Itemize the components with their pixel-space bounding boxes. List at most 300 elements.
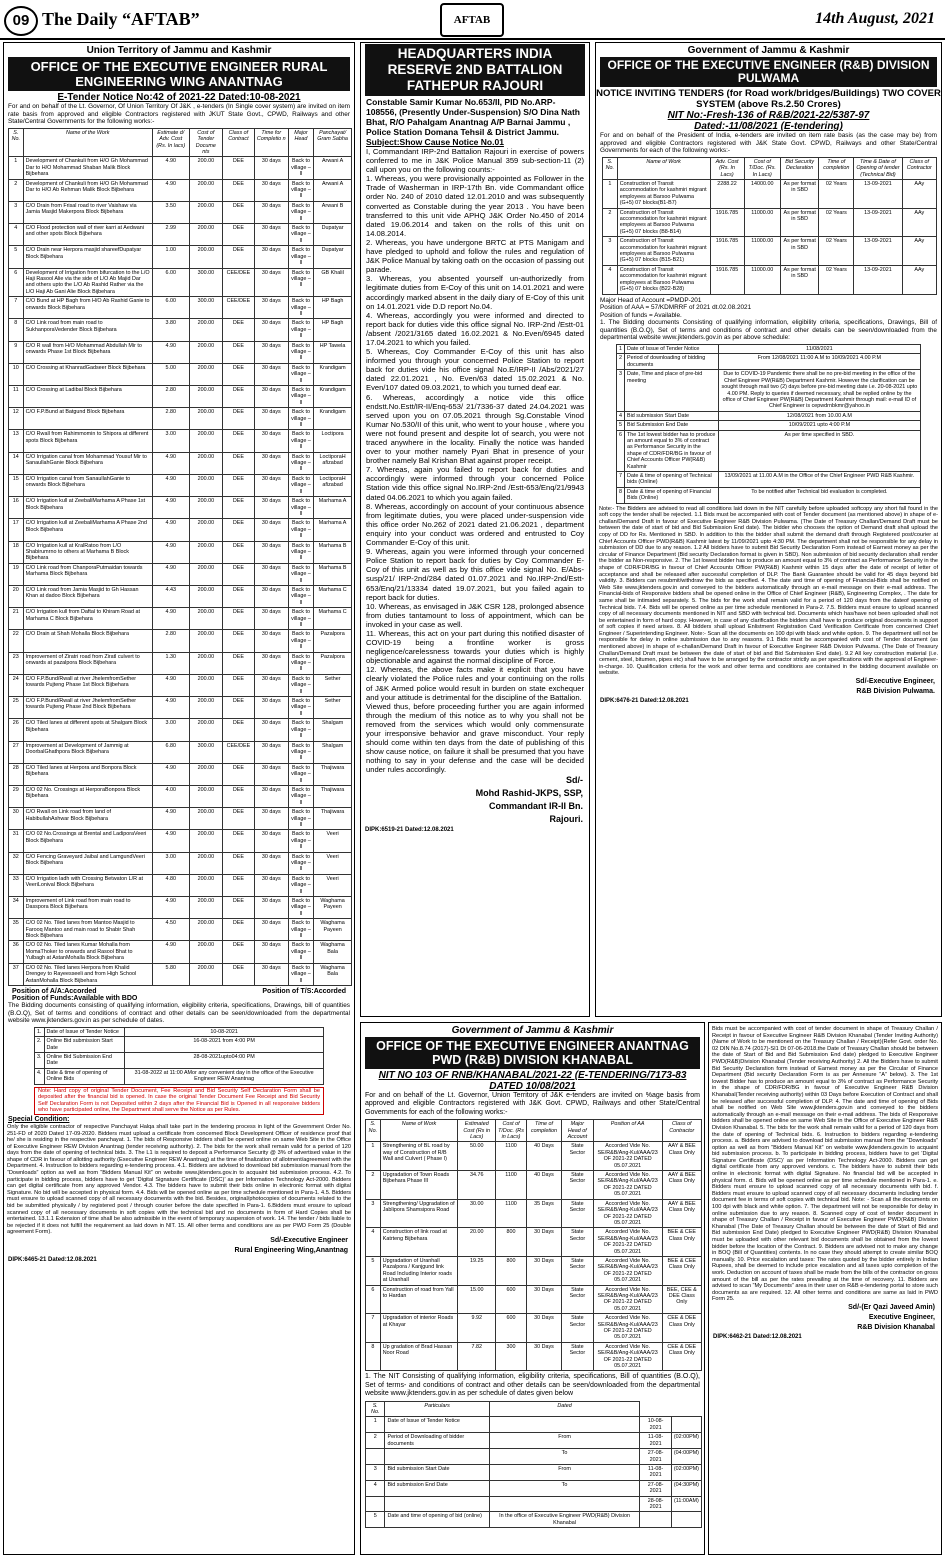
table-cell: 1100 xyxy=(496,1171,527,1200)
table-cell: Sether xyxy=(314,674,352,696)
table-cell: State Sector xyxy=(562,1285,594,1314)
table-cell: Accorded Vide No. SE/R&B/Ang-Kul/AAA/23 OF 2021-22 DATED 05.07.2021 xyxy=(593,1314,662,1343)
table-cell: 1.30 xyxy=(152,652,189,674)
table-cell: Arwani B xyxy=(314,201,352,223)
table-row xyxy=(9,430,352,452)
table-cell: C/O Crossing at KhanradGadseer Block Bijbehara xyxy=(23,363,152,385)
table-cell: Improvement of Link road from main road to Dasspora Block Bijbehara xyxy=(23,897,152,919)
table-cell: Marhama A xyxy=(314,519,352,541)
table-cell: 30 Days xyxy=(526,1285,561,1314)
signature: Sd/-(Er Qazi Javeed Amin) xyxy=(848,1303,935,1311)
table-cell: 2 xyxy=(366,1433,385,1449)
table-cell: 4.90 xyxy=(152,808,189,830)
table-cell: 1. xyxy=(35,1027,45,1036)
table-cell: 4.90 xyxy=(152,897,189,919)
table-cell: DEE xyxy=(222,474,254,496)
table-cell: 30 days xyxy=(254,808,288,830)
signature: Sd/-Executive Engineer, xyxy=(855,678,935,686)
table-cell: 30 days xyxy=(254,408,288,430)
page-number: 09 xyxy=(4,6,38,36)
table-cell: 30 days xyxy=(254,830,288,852)
notice-paragraph: 8. Whereas, accordingly on account of your continuous absence from legitimate duties, you were placed under-suspension vide this office order No.262 of 2021 dated 21.06.2021 , department enquiry into your conduct was ordered and entrusted to Coy Commander E-Coy of this unit. xyxy=(366,501,584,548)
irp-rajouri-notice xyxy=(360,42,590,1017)
table-cell: BEE, CEE & DEE Class Only xyxy=(662,1285,701,1314)
table-cell: 3 xyxy=(9,201,24,223)
table-row xyxy=(9,941,352,963)
issue-date: 14th August, 2021 xyxy=(815,10,935,27)
table-cell: 1 xyxy=(366,1142,381,1171)
table-cell: 8 xyxy=(9,319,24,341)
table-cell: 30 days xyxy=(254,474,288,496)
table-cell: Thajiwara xyxy=(314,808,352,830)
table-cell: C/O Irrigation kull at ZeebaliMarhama A Phase 1st Block Bijbehara xyxy=(23,497,152,519)
table-cell: DEE xyxy=(222,785,254,807)
table-cell: CEE/DEE xyxy=(222,741,254,763)
table-cell: 7 xyxy=(366,1314,381,1343)
table-cell: AAY & BEE Class Only xyxy=(662,1199,701,1228)
table-cell: 23 xyxy=(9,652,24,674)
table-cell: 30 days xyxy=(254,224,288,246)
notice-paragraph: 7. Whereas, again you failed to report back for duties and accordingly were informed through your concerned Police Station vide this office signal No.IRP-2nd /Estt-653/Enq/21/9943 dated 04.06.2021 to which you again failed. xyxy=(366,465,584,502)
table-cell: 9.92 xyxy=(458,1314,496,1343)
table-cell: 30 days xyxy=(254,157,288,179)
table-cell: 1 xyxy=(9,157,24,179)
table-cell: As per format in SBD xyxy=(780,208,818,237)
table-cell: Accorded Vide No. SE/R&B/Ang-Kul/AAA/23 OF 2021-22 DATED 05.07.2021 xyxy=(593,1256,662,1285)
notice-paragraphs xyxy=(361,147,589,774)
table-cell: 11000.00 xyxy=(744,265,780,294)
table-cell: 3.50 xyxy=(152,201,189,223)
table-cell: 4.90 xyxy=(152,941,189,963)
table-cell: 7.82 xyxy=(458,1342,496,1371)
table-cell: Back to village – II xyxy=(288,157,313,179)
table-cell: C/O Tiled lanes at Herpora and Bonpora Block Bijbehara xyxy=(23,763,152,785)
table-cell: 4.50 xyxy=(152,919,189,941)
table-cell: 30 days xyxy=(254,386,288,408)
table-cell: Back to village – II xyxy=(288,963,313,985)
table-cell: Back to village – II xyxy=(288,652,313,674)
table-cell: Back to village – II xyxy=(288,608,313,630)
table-cell: State Sector xyxy=(562,1142,594,1171)
table-row xyxy=(9,541,352,563)
column-header: Time & Date of Opening of tender (Technical Bid) xyxy=(854,157,902,179)
schedule-row xyxy=(366,1417,702,1433)
table-cell: 30 days xyxy=(254,608,288,630)
table-cell: 200.00 xyxy=(189,386,222,408)
table-cell: 2.99 xyxy=(152,224,189,246)
table-cell: From 12/08/2021 11:00 A.M to 10/09/2021 4.00 P.M xyxy=(718,354,920,370)
table-cell: Back to village – II xyxy=(288,201,313,223)
table-cell: C/O Irrigation kull at ZeebaliMarhama A Phase 2nd Block Bijbehara xyxy=(23,519,152,541)
table-cell: 36 xyxy=(9,941,24,963)
table-cell: 2.80 xyxy=(152,386,189,408)
table-cell: C/O Irrigation kull from Daftal to Khiram Road at Marhama C Block Bijbehara xyxy=(23,608,152,630)
column-header: Estimate d/ Adv. Cost (Rs. In lacs) xyxy=(152,128,189,157)
table-cell: 6.80 xyxy=(152,741,189,763)
schedule-row xyxy=(617,370,921,411)
table-cell: DEE xyxy=(222,763,254,785)
table-row xyxy=(9,785,352,807)
table-cell: Marhama A xyxy=(314,497,352,519)
table-cell: DEE xyxy=(222,897,254,919)
table-row xyxy=(9,268,352,297)
table-cell: 4.90 xyxy=(152,563,189,585)
table-cell: DEE xyxy=(222,852,254,874)
table-cell: 37 xyxy=(9,963,24,985)
table-cell: Upgradation of interior Roads at Khayar xyxy=(380,1314,458,1343)
schedule-row xyxy=(617,345,921,354)
table-cell: HP Tawela xyxy=(314,341,352,363)
table-cell: Back to village – II xyxy=(288,297,313,319)
funds: Position of Funds:Available with BDO xyxy=(12,994,138,1002)
head-of-account: Major Head of Account =PMDP-201 xyxy=(600,296,702,304)
table-cell: 4.90 xyxy=(152,519,189,541)
table-cell: 13-09-2021 xyxy=(854,180,902,209)
table-cell: BEE & CEE Class Only xyxy=(662,1228,701,1257)
notice-number: E-Tender Notice No:42 of 2021-22 Dated:10-08-2021 xyxy=(57,92,301,103)
table-cell: Waghama Bala xyxy=(314,963,352,985)
signature-office: R&B Division Khanabal xyxy=(857,1323,935,1331)
column-header: Estimated Cost (Rs in Lacs) xyxy=(458,1120,496,1142)
table-cell: C/O Irrigation canal from Mohammad Yousuf Mir to SanaullahGanie Block Bijbehara xyxy=(23,452,152,474)
table-cell: Construction of Transit accommodation for kashmiri migrant employees at Barsoo Pulwama (G+5) 07 blocks(B1-B7) xyxy=(617,180,710,209)
column-header: S. No. xyxy=(366,1120,381,1142)
notes: Note:- The Bidders are advised to read all conditions laid down in the NIT carefully before uploaded softcopy any short fall found in the soft copy the tender shall be rejected. 1.1 Bids must be accompanied with cost of Tender document (as mentioned above) in shape of e-challan/Demand Draft in favour of Executive Engineer R&B Division Pulwama. (The Date of Treasury Challan/Demand Draft must be between the date of start of bid and Bid Submission End date). The bidder who chooses the option of Demand draft shall upload the copy of DD for Rs. Mentioned in SBD. In addition to this the bidder shall submit the demand draft through Registered post/courier at Chief Accounts Officer PWD(R&B) Kashmir latest by 11/09/2021 upto 4:30 PM. The department shall not be responsible for any delay in submission of DD due to any reason. 1.2 All bidders have to submit Bid Security Declaration Form instead of Earnest money as per the circular of Finance Department (Bid security Declaration format is given in SBD). Non submission of bid security declaration shall render the bidder as Non-responsive. 2. The 1st lowest bidder has to produce an amount equal to 3% of contract as Performance Security in the shape of CDR/FDR/BG in favour of Chief Accounts Officer PW(R&B) Kashmir within 15 days after the date of receipt of letter of acceptance and shall be released after successful completion of DLP. The Bank Guarantee should be valid for 45 days beyond bid validity. 3. Bidders can resubmit/withdraw the bids as specified. 4. The date and time of opening of Financial-Bids shall be notified on Web Site www.jktenders.gov.in and conveyed to the bidders automatically through an e-mail message on their e-mail address. The Financial-bids of Responsive bidders shall be opened online in the Office of Chief Engineer (R&B), Engineering Complex, . The date for same shall be intimated separately. 5. The bids for the work shall remain valid for a period of 120 days from the dateof opening of Technical bids. 7.4. Bids will be opened online as per time schedule mentioned in Para-2. 7.5. Bidders must ensure to upload scanned copy of all necessary documents mentioned in NIT and SBD with technical bid. Documents which has/have not been uploaded shall not be entertained in form of hard copy. However, in case of any clarification the bidders shall have to produce original documents in support of soft copies if need arises. 8. All bidders shall upload Enlistment Registration Card Verification Certificate from concerned Chief Engineer / Superintending Engineer. Note:- Scan all the documents on 100 dpi with black and white option. 9. The department will not be responsible for delay in online submission due to any reasons. 9.1 Bids must be accompanied with cost of Tender document (as mentioned above) in shape of e-challan/Demand Draft in favour of Executive Engineer R&B Division Pulwama. (The Date of Treasury Challan/Demand Draft must be between the date of start of bid and Bid Submission End date). 9.2 All key construction material (i.e. cement, steel, bitumen, pipes etc) shall have to be arranged by the contractor strictly as per specifications with the approval of Engineer-in-charge. 10. Qualification criteria for the work and other terms and conditions are contained in the bidding document available on website. xyxy=(599,505,938,677)
table-cell: 2 xyxy=(366,1171,381,1200)
conditions: Bids must be accompanied with cost of tender document in shape of Treasury Challan / Receipt in favour of Executive Engineer R&B Division Khanabal (Tender Inviting Authority) (Name of Work to be mentioned on the Treasury Challan / Receipt)(Refer Govt. order No. 02 DIN No.8.74 (2017)-SI1 Dt 07-06-2018.the Date of Treasury Challan should be between the date of Start of Bid and Bid Submission End date) pledged to Executive Engineer PWD(R&B)Division Khanabal (Tender receiving Authority) 2. All the Bidders have to submit Bid Security Declaration form instead of Earnest money as per the Circular of Finance Department (Bid security Declaration Form is as per Annexure “A” below). 3. The 1st lowest Bidder has to produce an amount equal to 3% of contract as Performance Security in the shape of CDR/FDR/BG in favour of Executive Engineer R&B Division Khanabal(Tender receiving authority) within 03 Days before Execution of Contract and shall be released after successful completion of DLP. 4. The date and time of opening of Bids shall be notified on Web Site www.jktenders.gov.in and conveyed to the bidders automatically through an e-mail message on their e-mail address. The bids of Responsive bidders shall be opened online on same Web Site in the Office of Executive Engineer R&B Division Khanabal. 5. The bids for the work shall remain valid for a period of 120 days from the date of opening of Technical bids. 6. Instruction to bidders regarding e-tendering process. a. Bidders are advised to download bid submission manual from the “Downloads” option as well as from “Bidders Manual Kit” on website www.jktenders.gov.in to acquaint bid submission process. b. To participate in bidding process, bidders have to get ‘Digital Signature Certificate (DSC)’ as per Information Technology Act-2000. Bidders can get digital certificate from any approved vendors. c. The bidders have to submit their bids online in electronic format with digital Signature. No financial bid will be accepted in physical form. d. Bids will be opened online as per time schedule mentioned in Para-1. e. Bidders must ensure to upload scanned copy of all necessary documents with bid. f. Bidders must ensure to upload scanned copy of all necessary documents including tender document fee in terms of soft copies with technical bid. Note: - Scan all the documents on 100 dpi with black and white option. 7. The department will not be responsible for delay in online submission due to any reason. 8. Scanned copy of cost of tender document in shape of Treasury Challan / Receipt in favour of Executive Engineer PWD(R&B) Division Khanabal (The Date of Treasury Challan should be between the date of Start of Bid and Bid submission End Date) pledged to Executive Engineer PWD(R&B) Division Khanabal must be uploaded with other relevant bid documents shall be obtained from the lowest bidder before the location of the Contract. 9. Bidders are advised not to make any change in BOQ (Bill of Quantities) contents. In no case they should attempt to create similar BOQ manually. 10. Price escalation and taxes: The rates quoted by the bidder entirely in Indian Rupees, shall be deemed to include price escalation and all taxes upto completion of the work. Deduction on account of taxes shall be made from the bills of the contractor on gross amount of the bill as per the rates prevailing at the time of recovery. 11. Bidders are advised to scan “My Documents” area in their user on R&B e-tendering portal to store such documents as are required. 12. All other terms and conditions are same as laid in PWD Form 25. xyxy=(712,1026,938,1303)
table-cell: 4.80 xyxy=(152,874,189,896)
table-cell: 35 Days xyxy=(526,1199,561,1228)
table-cell: 4.90 xyxy=(152,179,189,201)
table-cell: 5.80 xyxy=(152,963,189,985)
table-cell: Due to COVID-19 Pandemic there shall be no pre-bid meeting in the office of the Chief Engineer PW(R&B) Department Kashmir. However the clarification can be sought through mail two (2) days before pre-bid meeting date i.e. 20-08-2021 upto 4.00 PM. Reply to queries if deemed necessary, shall be replied online by the office of Chief Engineer PW(R&B) Department Kashmir through mail: e-mail ID of Chief Engineer is cepwdrnbkmr@yahoo.in xyxy=(718,370,920,411)
table-cell: 5 xyxy=(366,1256,381,1285)
table-cell: 4.90 xyxy=(152,497,189,519)
column-header: Name of Work xyxy=(380,1120,458,1142)
table-cell: 200.00 xyxy=(189,897,222,919)
table-cell: 32 xyxy=(9,852,24,874)
table-cell: State Sector xyxy=(562,1199,594,1228)
office-banner: OFFICE OF THE EXECUTIVE ENGINEER ANANTNAG PWD (R&B) DIVISION KHANABAL xyxy=(365,1037,700,1069)
column-header: Time of completion xyxy=(819,157,854,179)
table-cell: 30 days xyxy=(254,268,288,297)
table-cell: Accorded Vide No. SE/R&B/Ang-Kul/AAA/23 OF 2021-22 DATED 05.07.2021 xyxy=(593,1171,662,1200)
table-cell: 200.00 xyxy=(189,341,222,363)
table-row xyxy=(366,1228,702,1257)
table-cell: DEE xyxy=(222,608,254,630)
table-cell: Arwani A xyxy=(314,157,352,179)
table-cell: 30 days xyxy=(254,919,288,941)
schedule-table xyxy=(34,1027,324,1085)
table-cell: 800 xyxy=(496,1256,527,1285)
table-cell: 800 xyxy=(496,1228,527,1257)
schedule-row xyxy=(35,1037,324,1053)
schedule-row xyxy=(366,1512,702,1528)
table-cell: 200.00 xyxy=(189,497,222,519)
notice-paragraph: 3. Whereas, you absented yourself un-authorizedly from legitimate duties from E-Coy of this unit on 14.01.2021 and were accordingly marked absent in the daily diary of E-Coy of this unit on 14.01.2021 vide D.D report No.04. xyxy=(366,274,584,311)
notice-paragraph: 12. Whereas, the above facts make it explicit that you have clearly violated the Police rules and your continuing on the rolls of J&K Armed police would result in burden on state exchequer and your attitude is detrimental for the discipline of the Battalion. xyxy=(366,665,584,702)
table-cell: State Sector xyxy=(562,1314,594,1343)
table-cell: (11:00AM) xyxy=(671,1496,701,1512)
table-row xyxy=(9,452,352,474)
table-cell: 30 Days xyxy=(526,1228,561,1257)
table-row xyxy=(9,808,352,830)
table-row xyxy=(603,237,937,266)
schedule-row xyxy=(617,430,921,471)
signer: Mohd Rashid-JKPS, SSP, xyxy=(475,788,583,799)
table-cell: 30 days xyxy=(254,697,288,719)
schedule-row xyxy=(366,1480,702,1496)
table-cell: As per format in SBD xyxy=(780,180,818,209)
table-row xyxy=(9,652,352,674)
table-cell: Date & time of opening of Online Bids xyxy=(44,1068,125,1084)
rew-anantnag-notice xyxy=(3,42,355,1555)
table-cell: State Sector xyxy=(562,1256,594,1285)
table-cell: Upgradation of Town Roads Bijbehara Phase III xyxy=(380,1171,458,1200)
table-cell: 200.00 xyxy=(189,157,222,179)
table-cell: 2.80 xyxy=(152,408,189,430)
table-cell: 24 xyxy=(9,674,24,696)
table-cell: 3.80 xyxy=(152,319,189,341)
column-header: Cost of T/Doc. (Rs. In Lacs) xyxy=(744,157,780,179)
table-cell: Date and time of opening of bid (online) xyxy=(385,1512,489,1528)
table-cell: 7 xyxy=(617,471,625,487)
table-cell: Construction of Transit accommodation for kashmiri migrant employees at Barsoo Pulwama (G+5) 07 blocks (B15-B21) xyxy=(617,237,710,266)
table-cell: 30 Days xyxy=(526,1256,561,1285)
table-cell: 4.90 xyxy=(152,474,189,496)
nit-number: NIT NO 103 OF RNB/KHANABAL/2021-22 (E-TENDERING/7173-83 DATED 10/08/2021 xyxy=(378,1070,687,1092)
table-cell: 4 xyxy=(366,1480,385,1496)
table-cell: Sether xyxy=(314,697,352,719)
table-cell: DEE xyxy=(222,497,254,519)
table-cell: 3.00 xyxy=(152,430,189,452)
table-cell: 200.00 xyxy=(189,785,222,807)
table-cell: 30 days xyxy=(254,179,288,201)
signature-office: Rural Engineering Wing,Anantnag xyxy=(234,1247,348,1254)
schedule-row xyxy=(617,471,921,487)
notice-intro: For and on behalf of the President of India, e-tenders are invited on item rate basis (as the case may be) from approved and eligible Contractors registered with J&K State Govt. CPWD, Railways and other State/Central Governments for each of the following works:- xyxy=(600,132,937,155)
table-cell: Upgradation of Uranhall Pazalpora / Kanjgund link Road Including Interior roads at Uranhall xyxy=(380,1256,458,1285)
notice-intro: For and on behalf of the Lt. Governor, Union Territory of J&K e-tenders are invited on %age basis from approved and eligible Contractors registered with J&K Govt. CPWD, Railways and other State/Central Governments for each of the following works:- xyxy=(365,1092,700,1116)
table-cell: 30 days xyxy=(254,719,288,741)
table-cell: 14000.00 xyxy=(744,180,780,209)
table-cell: 34 xyxy=(9,897,24,919)
table-cell: 13-09-2021 xyxy=(854,208,902,237)
table-cell: Online Bid submission Start Date xyxy=(44,1037,125,1053)
table-cell: 2 xyxy=(9,179,24,201)
table-cell: 10-08-2021 xyxy=(125,1027,324,1036)
table-cell: 19 xyxy=(9,563,24,585)
signature: Sd/-Executive Engineer xyxy=(270,1237,348,1244)
table-cell: 200.00 xyxy=(189,941,222,963)
table-cell: 200.00 xyxy=(189,179,222,201)
column-header: Cost of Tender Docume nts xyxy=(189,128,222,157)
notice-paragraph: 10. Whereas, as envisaged in J&K CSR 128, prolonged absence from duties tantamount to loss of appointment, which can be invoked in your case as well. xyxy=(366,601,584,629)
table-cell: 30 days xyxy=(254,519,288,541)
column-header: Time of completion xyxy=(526,1120,561,1142)
table-cell: DEE xyxy=(222,919,254,941)
table-cell: Marhama B xyxy=(314,563,352,585)
table-cell: 200.00 xyxy=(189,697,222,719)
table-cell: 12/08/2021 from 10.00 A.M xyxy=(718,411,920,420)
schedule-row xyxy=(35,1027,324,1036)
table-cell: 25 xyxy=(9,697,24,719)
table-cell: 5 xyxy=(9,246,24,268)
table-cell: 30 Days xyxy=(526,1314,561,1343)
table-cell: DEE xyxy=(222,808,254,830)
table-row xyxy=(603,265,937,294)
schedule-row xyxy=(366,1449,702,1465)
notice-paragraph: 9. Whereas, again you were informed through your concerned Police Station to report back for duties by Coy Commander E-Coy of this unit as well as by this office vide signal No. E/Abs-susp/21/ IRP-2nd/284 dated 01.07.2021 and No.IRP-2nd/Estt-653/Enq/21/13334 dated 19.07.2021, but you failed again to report back for duties. xyxy=(366,547,584,602)
govt-heading: Government of Jammu & Kashmir xyxy=(451,1025,614,1036)
table-cell: CEE & DEE Class Only xyxy=(662,1342,701,1371)
table-cell: Veeri xyxy=(314,874,352,896)
table-cell: 15 xyxy=(9,474,24,496)
table-cell: AAy xyxy=(902,237,936,266)
column-header: Panchayat/ Gram Sabha xyxy=(314,128,352,157)
table-cell: C/O Rwall from Rahimmomin to Shipora at different spots Block Bijbehara xyxy=(23,430,152,452)
table-cell: Marhama C xyxy=(314,608,352,630)
table-cell: Back to village – II xyxy=(288,319,313,341)
table-cell: 30 days xyxy=(254,541,288,563)
table-cell: Date of Issue of Tender Notice xyxy=(625,345,719,354)
table-cell: C/O Fencing Graveyard Jaibal and LamgundVeeri Block Bijbehara xyxy=(23,852,152,874)
table-cell: 17 xyxy=(9,519,24,541)
table-cell: 35 xyxy=(9,919,24,941)
table-cell: 02 Years xyxy=(819,237,854,266)
table-cell: 12 xyxy=(9,408,24,430)
table-cell: 10-08-2021 xyxy=(640,1417,671,1433)
table-cell: Back to village – II xyxy=(288,697,313,719)
table-cell: Dupatyar xyxy=(314,224,352,246)
table-row xyxy=(9,630,352,652)
table-cell: 6.00 xyxy=(152,297,189,319)
column-header: S. No. xyxy=(366,1401,385,1417)
table-cell: 11-08-2021 xyxy=(640,1433,671,1449)
table-cell: 4 xyxy=(603,265,618,294)
table-cell: 21 xyxy=(9,608,24,630)
table-cell: 30 days xyxy=(254,874,288,896)
table-cell: 200.00 xyxy=(189,452,222,474)
table-cell: 28-08-2021upto04:00 PM xyxy=(125,1052,324,1068)
table-cell: 4.90 xyxy=(152,608,189,630)
table-row xyxy=(9,897,352,919)
table-cell: Strengthening/ Upgradation of Jablipora Shamsipora Road xyxy=(380,1199,458,1228)
table-cell: From xyxy=(489,1464,640,1480)
table-cell: Back to village – II xyxy=(288,246,313,268)
schedule-row xyxy=(617,411,921,420)
column-header: Class of Contractor xyxy=(662,1120,701,1142)
table-cell xyxy=(366,1496,385,1512)
table-cell: Back to village – II xyxy=(288,919,313,941)
schedule-row xyxy=(366,1496,702,1512)
table-cell: Back to village – II xyxy=(288,808,313,830)
table-cell: C/O Bund at HP Bagh from H/O Ab Rashid Ganie to onwards Block Bijbehara xyxy=(23,297,152,319)
column-header: Adv. Cost (Rs. In Lacs) xyxy=(710,157,744,179)
table-cell: 30 days xyxy=(254,630,288,652)
table-cell: 300 xyxy=(496,1342,527,1371)
table-cell: Waghama Bala xyxy=(314,941,352,963)
signer-place: Rajouri. xyxy=(549,814,583,825)
table-row xyxy=(9,497,352,519)
position-aa: Position of A/A:Accorded xyxy=(12,987,97,995)
table-cell: 200.00 xyxy=(189,630,222,652)
table-cell: 6 xyxy=(366,1285,381,1314)
special-conditions: Only the eligible contractor of respective Panchayat Halqa shall take part in the tendering process in light of the Government Order No. 251-FD of 2020 Dated 17-09-2020. Bidders must upload a certificate from concerned Block Development Officer of residence proof that he/ she is residing in the respective panchayat. 1. The bids of Responsive bidders shall be opened online on same Web Site in the Office of Executive Engineer REW Division Anantnag (tender receiving authority). 2. The bids for the work shall remain valid for a period of 120 days from the date of opening of technical bids. 3. The L1 is required to deposit a Performance Security @ 3% of advertised value in the shape of CDR in favour of allotting authority (Executive Engineer REW Anantnag) at the time of finalization of allotment/agreement with the Department. 4. Instruction to bidders regarding e-tendering process. 4.1. Bidders are advised to download bid submission manual from the “Downloads” option as well as from “Bidders Manual Kit” on website www.jktenders.gov.in to acquaint bid submission process. 4.2. To participate in bidding process, bidders have to get ‘Digital Signature Certificate (DSC)’ as per Information Technology Act-2000. Bidders can get digital certificate from any approved Vendor. 4.3. The bidders have to submit their bids online in electronic format with digital Signature. No bid will be accepted in physical form. 4.4. Bids will be opened online as per time schedule mentioned in Para-1. 4.5. Bidders must ensure to upload scanned copy of all necessary documents with the bid. Besides, original/photocopies of documents related to the bid be submitted physically / by registered post / through courier before the date specified in Para-1. 6.Bidders must ensure to upload scanned copy of all necessary documents in soft copies with the technical bid and no documents in form of Hard Copies shall be entertained. 13.1.1 Extension of time shall be also admissible in the event of temporary suspension of work. 14. The tender / bids liable to be rejected if it does not fulfill the requirement as laid down in NIT. 15. All other terms and conditions are as per PWD Form 25 (Double agreement Form). xyxy=(7,1123,351,1236)
table-cell: 30 days xyxy=(254,497,288,519)
table-cell: LoctiporaH afizabad xyxy=(314,474,352,496)
dipk: DIPK:6476-21 Dated:12.08.2021 xyxy=(600,698,689,705)
table-cell: 4.90 xyxy=(152,830,189,852)
table-cell: Accorded Vide No. SE/R&B/Ang-Kul/AAA/23 OF 2021-22 DATED 05.07.2021 xyxy=(593,1285,662,1314)
table-cell: 11000.00 xyxy=(744,208,780,237)
table-cell: 1100 xyxy=(496,1142,527,1171)
table-cell: Loctipora xyxy=(314,430,352,452)
table-row xyxy=(9,852,352,874)
table-row xyxy=(9,874,352,896)
table-cell: Back to village – II xyxy=(288,519,313,541)
signature-title: Executive Engineer, xyxy=(868,1313,935,1321)
table-cell: 33 xyxy=(9,874,24,896)
table-cell: 200.00 xyxy=(189,541,222,563)
table-cell: 200.00 xyxy=(189,808,222,830)
table-cell: C/O Irrigation canal from SanaullahGanie to onwards Block Bijbehara xyxy=(23,474,152,496)
table-cell: Back to village – II xyxy=(288,386,313,408)
table-cell: DEE xyxy=(222,563,254,585)
table-cell: To xyxy=(489,1480,640,1496)
special-title: Special Condition: xyxy=(8,1115,70,1123)
table-cell: 4 xyxy=(9,224,24,246)
table-cell: 1 xyxy=(366,1417,385,1433)
dipk: DIPK:6519-21 Dated:12.08.2021 xyxy=(365,827,454,834)
table-cell: 13/09/2021 at 11.00 A.M in the Office of the Chief Engineer PWD R&B Kashmir. xyxy=(718,471,920,487)
table-cell: Back to village – II xyxy=(288,763,313,785)
table-cell: 1916.785 xyxy=(710,208,744,237)
works-table xyxy=(602,157,937,295)
table-cell: C/O Link road from ChanporaPutmaidan towards Marhama Block Bijbehara xyxy=(23,563,152,585)
table-cell: 34.76 xyxy=(458,1171,496,1200)
table-cell: 3. xyxy=(35,1052,45,1068)
table-cell: DEE xyxy=(222,408,254,430)
table-cell: 11 xyxy=(9,386,24,408)
position-funds: Position of funds = Available. xyxy=(600,311,682,319)
table-cell: 20 xyxy=(9,585,24,607)
table-cell xyxy=(489,1496,640,1512)
table-row xyxy=(9,608,352,630)
notice-paragraph: I, Commandant IRP-2nd Battalion Rajouri in exercise of powers conferred to me in J&K Police Manual 359 sub-section-11 (2) call upon you on the following counts:- xyxy=(366,147,584,175)
table-cell: State Sector xyxy=(562,1228,594,1257)
table-cell: Strengthening of BL road by way of Construction of R/B Wall and Culvert ( Phase I) xyxy=(380,1142,458,1171)
table-cell: Construction of Transit accommodation for kashmiri migrant employees at Barsoo Pulwama (G+5) 07 blocks (B8-B14) xyxy=(617,208,710,237)
table-cell: 30.00 xyxy=(458,1199,496,1228)
table-cell: 2288.22 xyxy=(710,180,744,209)
bidding-docs: The Bidding documents consisting of qualifying information, eligibility criteria, specifications, Drawings, bill of quantities (B.O.Q), Set of terms and conditions of contract and other details can be seen/downloaded from the departmental website www.jktenders.gov.in as per schedule of dates. xyxy=(8,1001,350,1025)
table-cell: BEE & CEE Class Only xyxy=(662,1256,701,1285)
table-cell: DEE xyxy=(222,585,254,607)
table-cell: Accorded Vide No. SE/R&B/Ang-Kul/AAA/23 OF 2021-22 DATED 05.07.2021 xyxy=(593,1142,662,1171)
table-cell xyxy=(385,1496,489,1512)
schedule-row xyxy=(617,354,921,370)
table-cell: 4 xyxy=(366,1228,381,1257)
table-cell: C/O Tiled lanes at different spots at Shalgam Block Bijbehara xyxy=(23,719,152,741)
table-cell: C/O 02 No. Tiled lanes Kumar Mohalla from MomaThoker to onwards and Rasool Bhat to Yulbagh at AstanMohalla Block Bijbehara xyxy=(23,941,152,963)
table-row xyxy=(9,341,352,363)
table-cell: 200.00 xyxy=(189,719,222,741)
table-cell: Date of Issue of Tender Notice xyxy=(44,1027,125,1036)
table-cell: The 1st lowest bidder has to produce an amount equal to 3% of contract as Performance Security in the shape of CDR/FDR/BG in favour of Chief Accounts Officer PW(R&B) Kashmir xyxy=(625,430,719,471)
table-cell: 30 days xyxy=(254,852,288,874)
works-table xyxy=(8,128,352,986)
